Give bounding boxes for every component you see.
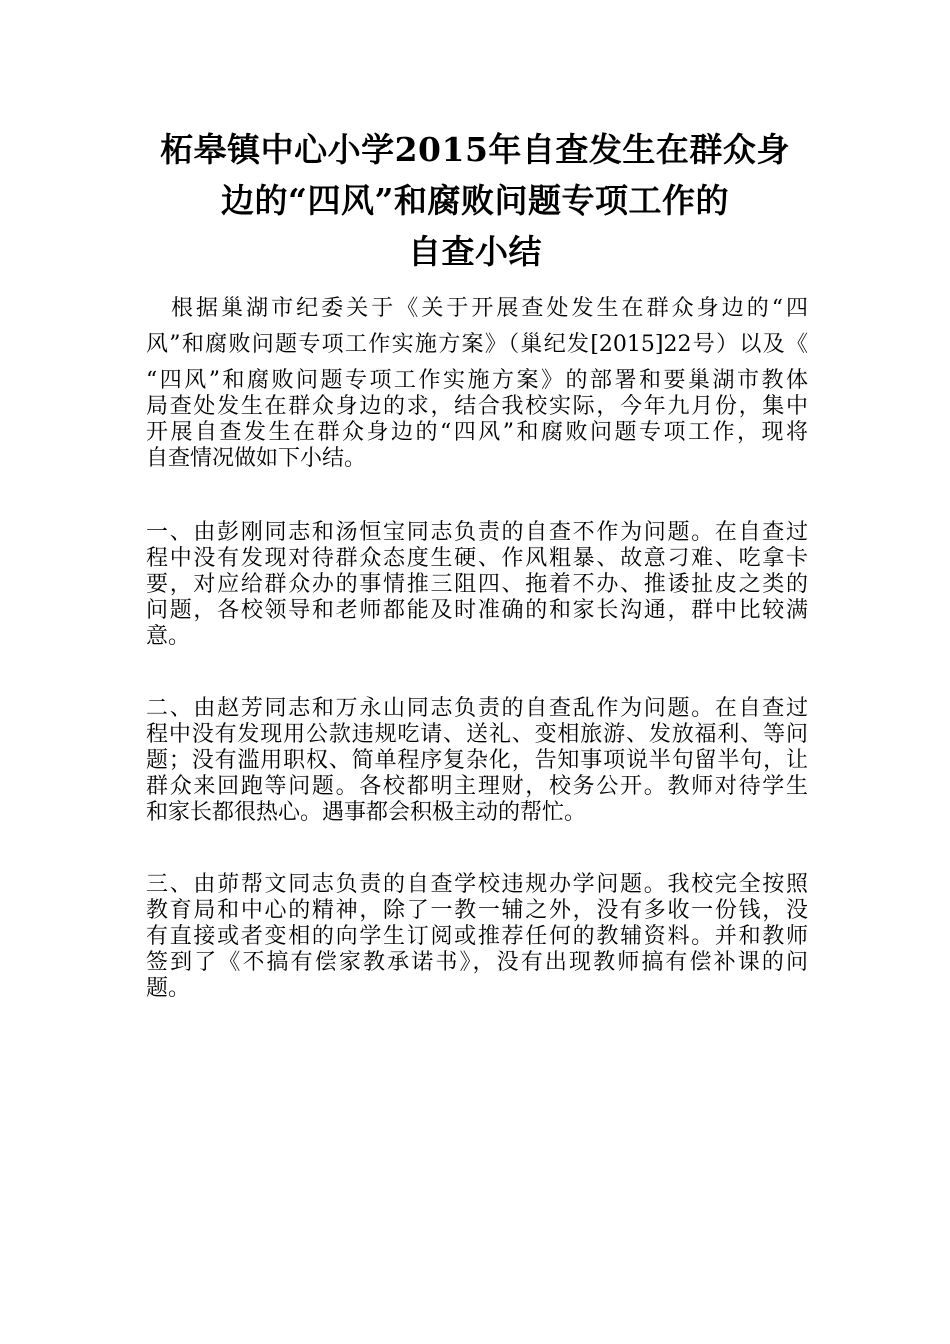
document-title <box>120 124 830 277</box>
section-3-line: 教育局和中心的精神，除了一教一辅之外，没有多收一份钱，没 <box>146 898 808 923</box>
section-2-line: 群众来回跑等问题。各校都明主理财，校务公开。教师对待学生 <box>146 774 808 799</box>
section-1-line: 程中没有发现对待群众态度生硬、作风粗暴、故意刁难、吃拿卡 <box>146 546 808 571</box>
intro-line: 开展自查发生在群众身边的“四风”和腐败问题专项工作，现将 <box>146 420 808 445</box>
intro-line: 局查处发生在群众身边的求，结合我校实际，今年九月份，集中 <box>146 394 808 419</box>
section-1-line: 要，对应给群众办的事情推三阻四、拖着不办、推诿扯皮之类的 <box>146 572 808 597</box>
section-2-paragraph <box>146 696 808 826</box>
intro-paragraph <box>146 296 808 472</box>
title-line-3: 自查小结 <box>408 232 542 271</box>
section-2-line: 程中没有发现用公款违规吃请、送礼、变相旅游、发放福利、等问 <box>146 722 808 747</box>
intro-line: 自查情况做如下小结。 <box>146 446 367 471</box>
section-3-line: 三、由茆帮文同志负责的自查学校违规办学问题。我校完全按照 <box>146 872 808 897</box>
title-line-2: 边的“四风”和腐败问题专项工作的 <box>221 181 729 220</box>
title-line-1: 柘皋镇中心小学2015年自查发生在群众身 <box>160 130 790 169</box>
intro-line: 根据巢湖市纪委关于《关于开展查处发生在群众身边的“四 <box>146 296 808 321</box>
section-3-paragraph <box>146 872 808 1002</box>
section-1-line: 问题，各校领导和老师都能及时准确的和家长沟通，群中比较满 <box>146 598 808 623</box>
section-3-line: 有直接或者变相的向学生订阅或推荐任何的教辅资料。并和教师 <box>146 924 808 949</box>
intro-line: 风”和腐败问题专项工作实施方案》（巢纪发[2015]22号）以及《 <box>146 332 808 357</box>
section-1-line: 意。 <box>146 624 191 649</box>
section-1-line: 一、由彭刚同志和汤恒宝同志负责的自查不作为问题。在自查过 <box>146 520 808 545</box>
section-1-paragraph <box>146 520 808 650</box>
section-3-line: 签到了《不搞有偿家教承诺书》，没有出现教师搞有偿补课的问 <box>146 950 808 975</box>
intro-line: “四风”和腐败问题专项工作实施方案》的部署和要巢湖市教体 <box>146 368 808 393</box>
section-3-line: 题。 <box>146 976 191 1001</box>
section-2-line: 和家长都很热心。遇事都会积极主动的帮忙。 <box>146 800 587 825</box>
section-2-line: 题；没有滥用职权、简单程序复杂化，告知事项说半句留半句，让 <box>146 748 808 773</box>
section-2-line: 二、由赵芳同志和万永山同志负责的自查乱作为问题。在自查过 <box>146 696 808 721</box>
paragraph-spacer <box>146 322 808 332</box>
paragraph-spacer <box>146 358 808 368</box>
